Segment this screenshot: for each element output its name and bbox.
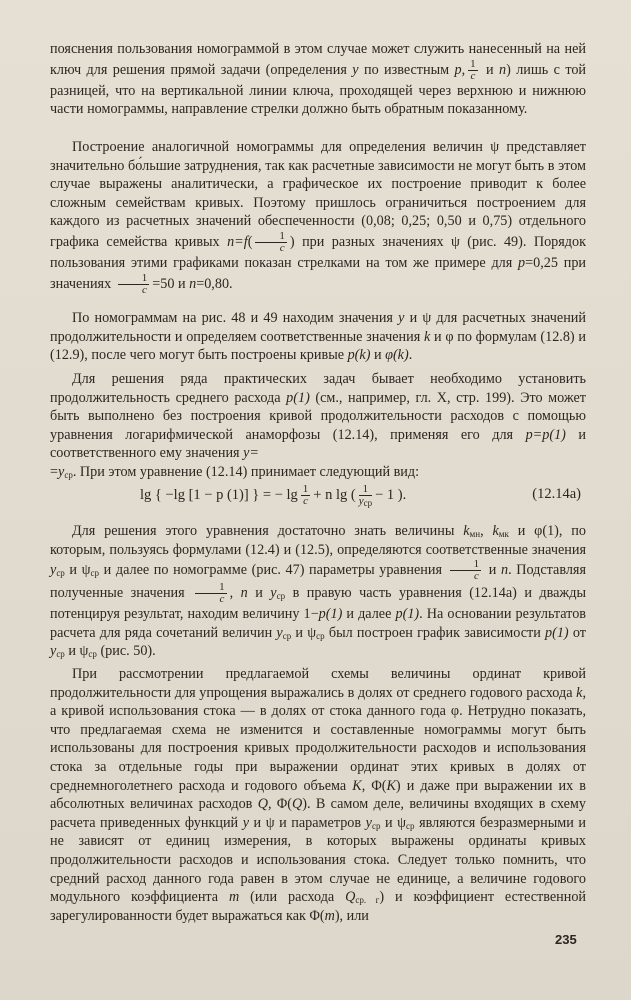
paragraph-2: Построение аналогичной номограммы для определения величин ψ представляет значительно бо́льшие затруднения, так как расчетные зависимости не могут быть в этом случае выражены аналитически, а графическое их построение приводит к более сложным семействам кривых. Поэтому пришлось ограничиться построением для каждого из расчетных значений обеспеченности (0,08; 0,25; 0,50 и 0,75) отдельного графика семейства кривых n=f( $\frac{1}{c}$ ) при разных значениях ψ (рис. 49). Порядок пользования этими графиками показан стрелками на том же примере для p=0,25 при значениях $\frac{1}{c}$ =50 и n=0,80.	[50, 139, 587, 296]
fraction-1-over-c: $\frac{1}{c}$	[302, 483, 309, 507]
fraction-1-over-c: $\frac{1}{c}$	[118, 273, 150, 296]
paragraph-3: По номограммам на рис. 48 и 49 находим значения y и ψ для расчетных значений продолжительности и определяем соответственные значения k и φ по формулам (12.8) и (12.9), после чего могут быть построены кривые p(k) и φ(k).	[50, 310, 586, 364]
paragraph-1: пояснения пользования номограммой в этом случае может служить нанесенный на ней ключ для решения прямой задачи (определения y по известным p, $\frac{1}{c}$ и n) лишь с той разницей, что на вертикальной линии ключа, проходящей через верхнюю и нижнюю части номограммы, направление стрелки должно быть обратным показанному.	[50, 41, 587, 118]
fraction-1-over-c: $\frac{1}{c}$	[255, 231, 287, 254]
fraction-1-over-c: $\frac{1}{c}$	[195, 582, 227, 605]
book-page: пояснения пользования номограммой в этом случае может служить нанесенный на ней ключ для решения прямой задачи (определения y по известным p, $\frac{1}{c}$ и n) лишь с той разницей, что на вертикальной линии ключа, проходящей через верхнюю и нижнюю части номограммы, направление стрелки должно быть обратным показанному. Построение аналогичной номограммы для определения величин ψ представляет значительно бо́льшие затруднения, так как расчетные зависимости не могут быть в этом случае выражены аналитически, а графическое их построение приводит к более сложным семействам кривых. Поэтому пришлось ограничиться построением для каждого из расчетных значений обеспеченности (0,08; 0,25; 0,50 и 0,75) отдельного графика семейства кривых n=f( $\frac{1}{c}$ ) при разных значениях ψ (рис. 49). Порядок пользования этими графиками показан стрелками на том же примере для p=0,25 при значениях $\frac{1}{c}$ =50 и n=0,80. По номограммам на рис. 48 и 49 находим значения y и ψ для расчетных значений продолжительности и определяем соответственные значения k и φ по формулам (12.8) и (12.9), после чего могут быть построены кривые p(k) и φ(k). Для решения ряда практических задач бывает необходимо установить продолжительность среднего расхода p(1) (см., например, гл. X, стр. 199). Это может быть выполнено без построения кривой продолжительности расходов с помощью уравнения логарифмической анаморфозы (12.14), применяя его для p=p(1) и соответственного ему значения y= $=y_{ср}$. При этом уравнение (12.14) принимает следующий вид: lg { −lg [1 − p (1)] } = − lg $\frac{1}{c}$ + n lg ( $\frac{1}{y_{ср}}$ − 1 ). (12.14а) Для решения этого уравнения достаточно знать величины $k_{мн}$, $k_{мк}$ и φ(1), по которым, пользуясь формулами (12.4) и (12.5), определяются соответственные значения $y_{ср}$ и $\psi_{ср}$ и далее по номограмме (рис. 47) параметры уравнения $\frac{1}{c}$ и n. Подставляя полученные значения $\frac{1}{c}$ , n и $y_{ср}$ в правую часть уравнения (12.14а) и дважды потенцируя результат, находим величину 1−p(1) и далее p(1). На основании результатов расчета для ряда сочетаний величин $y_{ср}$ и $\psi_{ср}$ был построен график зависимости p(1) от $y_{ср}$ и $\psi_{ср}$ (рис. 50). При рассмотрении предлагаемой схемы величины ординат кривой продолжительности для упрощения выражались в долях от среднего годового расхода k, а кривой использования стока — в долях от стока данного года φ. Нетрудно показать, что предлагаемая схема не изменится и составленные номограммы могут быть использованы для построения кривых продолжительности расходов и использования стока за отдельные годы при выражении ординат этих кривых в долях от среднемноголетнего расхода и годового объема K, Φ(K) и даже при выражении их в абсолютных величинах расходов Q, Φ(Q). В самом деле, величины входящих в схему расчета приведенных функций y и ψ и параметров $y_{ср}$ и $\psi_{ср}$ являются безразмерными и не зависят от единиц измерения, в которых выражены ординаты кривых продолжительности расходов и использования стока. Следует только помнить, что средний расход данного года равен в этом случае не единице, а величине годового модульного коэффициента m (или расхода $Q_{ср. г}$) и коэффициент естественной зарегулированности будет выражаться как Φ(m), или 235	[0, 0, 631, 1000]
equation-number: (12.14а)	[532, 486, 581, 502]
fraction-1-over-c: $\frac{1}{c}$	[470, 57, 476, 82]
paragraph-6: При рассмотрении предлагаемой схемы величины ординат кривой продолжительности для упрощения выражались в долях от среднего годового расхода k, а кривой использования стока — в долях от стока данного года φ. Нетрудно показать, что предлагаемая схема не изменится и составленные номограммы могут быть использованы для построения кривых продолжительности расходов и использования стока за отдельные годы при выражении ординат этих кривых в долях от среднемноголетнего расхода и годового объема K, Φ(K) и даже при выражении их в абсолютных величинах расходов Q, Φ(Q). В самом деле, величины входящих в схему расчета приведенных функций y и ψ и параметров $y_{ср}$ и $\psi_{ср}$ являются безразмерными и не зависят от единиц измерения, в которых выражены ординаты кривых продолжительности расходов и использования стока. Следует только помнить, что средний расход данного года равен в этом случае не единице, а величине годового модульного коэффициента m (или расхода $Q_{ср. г}$) и коэффициент естественной зарегулированности будет выражаться как Φ(m), или	[50, 666, 587, 924]
paragraph-5: Для решения этого уравнения достаточно знать величины $k_{мн}$, $k_{мк}$ и φ(1), по которым, пользуясь формулами (12.4) и (12.5), определяются соответственные значения $y_{ср}$ и $\psi_{ср}$ и далее по номограмме (рис. 47) параметры уравнения $\frac{1}{c}$ и n. Подставляя полученные значения $\frac{1}{c}$ , n и $y_{ср}$ в правую часть уравнения (12.14а) и дважды потенцируя результат, находим величину 1−p(1) и далее p(1). На основании результатов расчета для ряда сочетаний величин $y_{ср}$ и $\psi_{ср}$ был построен график зависимости p(1) от $y_{ср}$ и $\psi_{ср}$ (рис. 50).	[50, 523, 586, 660]
page-number: 235	[555, 932, 577, 947]
fraction-1-over-c: $\frac{1}{c}$	[450, 559, 482, 582]
fraction-1-over-ycp: $\frac{1}{y_{ср}}$	[358, 483, 373, 508]
paragraph-4: Для решения ряда практических задач бывает необходимо установить продолжительность среднего расхода p(1) (см., например, гл. X, стр. 199). Это может быть выполнено без построения кривой продолжительности расходов с помощью уравнения логарифмической анаморфозы (12.14), применяя его для p=p(1) и соответственного ему значения y= $=y_{ср}$. При этом уравнение (12.14) принимает следующий вид:	[50, 371, 586, 480]
